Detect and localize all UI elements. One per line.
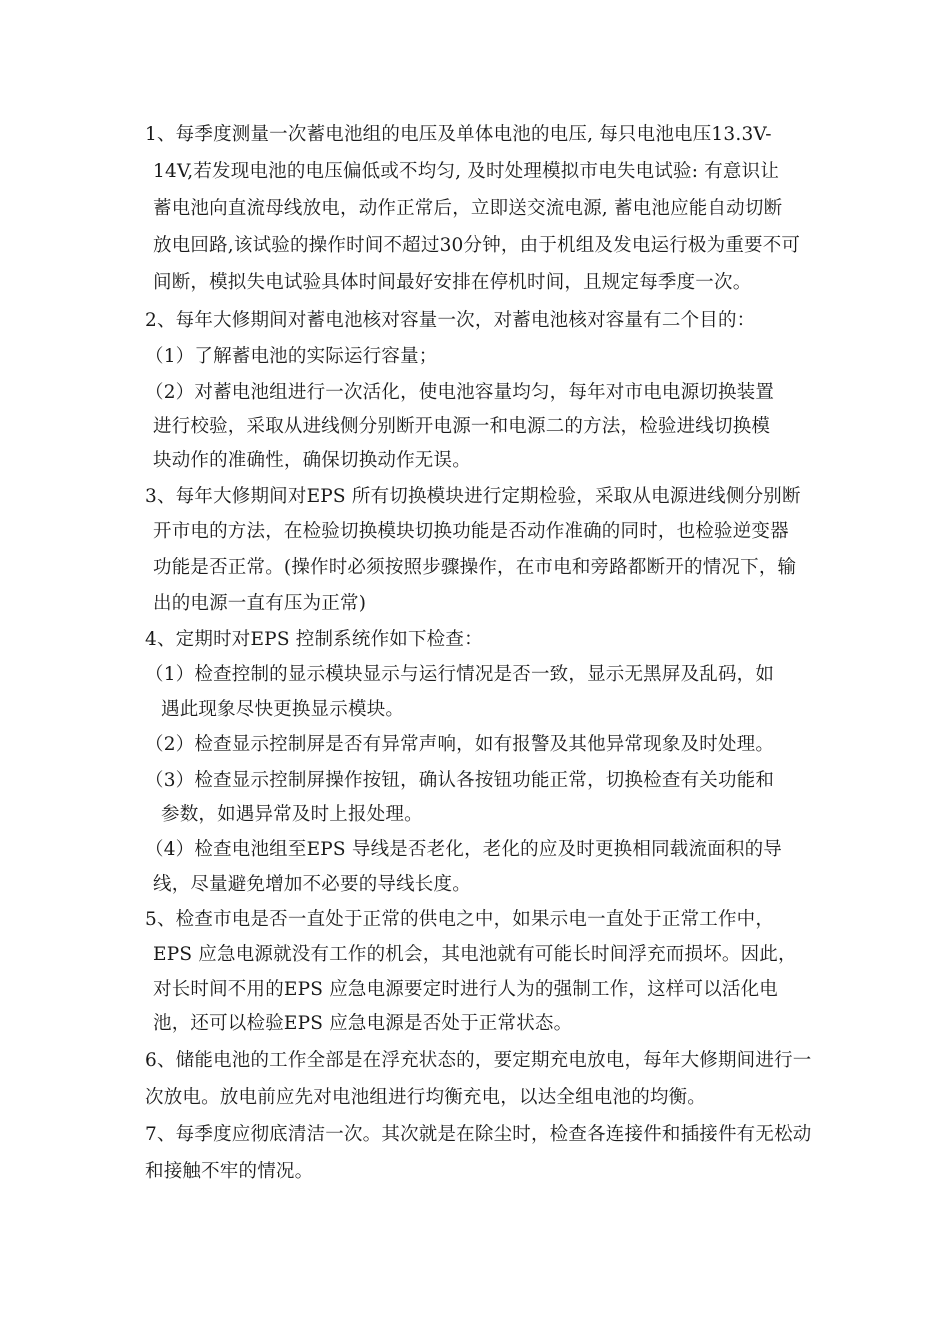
text-line: 池，还可以检验EPS 应急电源是否处于正常状态。 (153, 1013, 573, 1034)
text-line: 3、每年大修期间对EPS 所有切换模块进行定期检验，采取从电源进线侧分别断 (145, 486, 801, 507)
text-line: 6、储能电池的工作全部是在浮充状态的，要定期充电放电，每年大修期间进行一 (145, 1050, 812, 1071)
text-line: 放电回路,该试验的操作时间不超过30分钟，由于机组及发电运行极为重要不可 (153, 235, 801, 256)
text-line: 7、每季度应彻底清洁一次。其次就是在除尘时，检查各连接件和插接件有无松动 (145, 1124, 812, 1145)
text-line: 4、定期时对EPS 控制系统作如下检查： (145, 629, 483, 650)
text-line: EPS 应急电源就没有工作的机会，其电池就有可能长时间浮充而损坏。因此， (153, 944, 797, 965)
text-line: 和接触不牢的情况。 (145, 1161, 314, 1182)
text-line: 5、检查市电是否一直处于正常的供电之中，如果示电一直处于正常工作中， (145, 909, 775, 930)
text-line: 开市电的方法，在检验切换模块切换功能是否动作准确的同时，也检验逆变器 (153, 521, 789, 542)
text-line: （4）检查电池组至EPS 导线是否老化，老化的应及时更换相同载流面积的导 (145, 839, 782, 860)
text-line: 参数，如遇异常及时上报处理。 (161, 804, 423, 825)
text-line: （2）对蓄电池组进行一次活化，使电池容量均匀，每年对市电电源切换装置 (145, 382, 775, 403)
text-line: 次放电。放电前应先对电池组进行均衡充电，以达全组电池的均衡。 (145, 1087, 707, 1108)
text-line: （3）检查显示控制屏操作按钮，确认各按钮功能正常，切换检查有关功能和 (145, 770, 775, 791)
text-line: 对长时间不用的EPS 应急电源要定时进行人为的强制工作，这样可以活化电 (153, 979, 779, 1000)
text-line: 块动作的准确性，确保切换动作无误。 (153, 450, 471, 471)
text-line: 出的电源一直有压为正常) (153, 593, 367, 614)
text-line: 间断，模拟失电试验具体时间最好安排在停机时间，且规定每季度一次。 (153, 272, 752, 293)
text-line: 遇此现象尽快更换显示模块。 (161, 699, 405, 720)
text-line: 蓄电池向直流母线放电，动作正常后，立即送交流电源, 蓄电池应能自动切断 (153, 198, 783, 219)
text-line: （1）了解蓄电池的实际运行容量； (145, 346, 438, 367)
text-line: 进行校验，采取从进线侧分别断开电源一和电源二的方法，检验进线切换模 (153, 416, 771, 437)
text-line: 2、每年大修期间对蓄电池核对容量一次，对蓄电池核对容量有二个目的： (145, 310, 756, 331)
text-line: （1）检查控制的显示模块显示与运行情况是否一致，显示无黑屏及乱码，如 (145, 664, 775, 685)
text-line: 14V,若发现电池的电压偏低或不均匀, 及时处理模拟市电失电试验: 有意识让 (153, 161, 780, 182)
text-line: 1、每季度测量一次蓄电池组的电压及单体电池的电压, 每只电池电压13.3V- (145, 124, 772, 145)
text-line: 功能是否正常。(操作时必须按照步骤操作，在市电和旁路都断开的情况下，输 (153, 557, 797, 578)
text-line: 线，尽量避免增加不必要的导线长度。 (153, 874, 471, 895)
text-line: （2）检查显示控制屏是否有异常声响，如有报警及其他异常现象及时处理。 (145, 734, 775, 755)
